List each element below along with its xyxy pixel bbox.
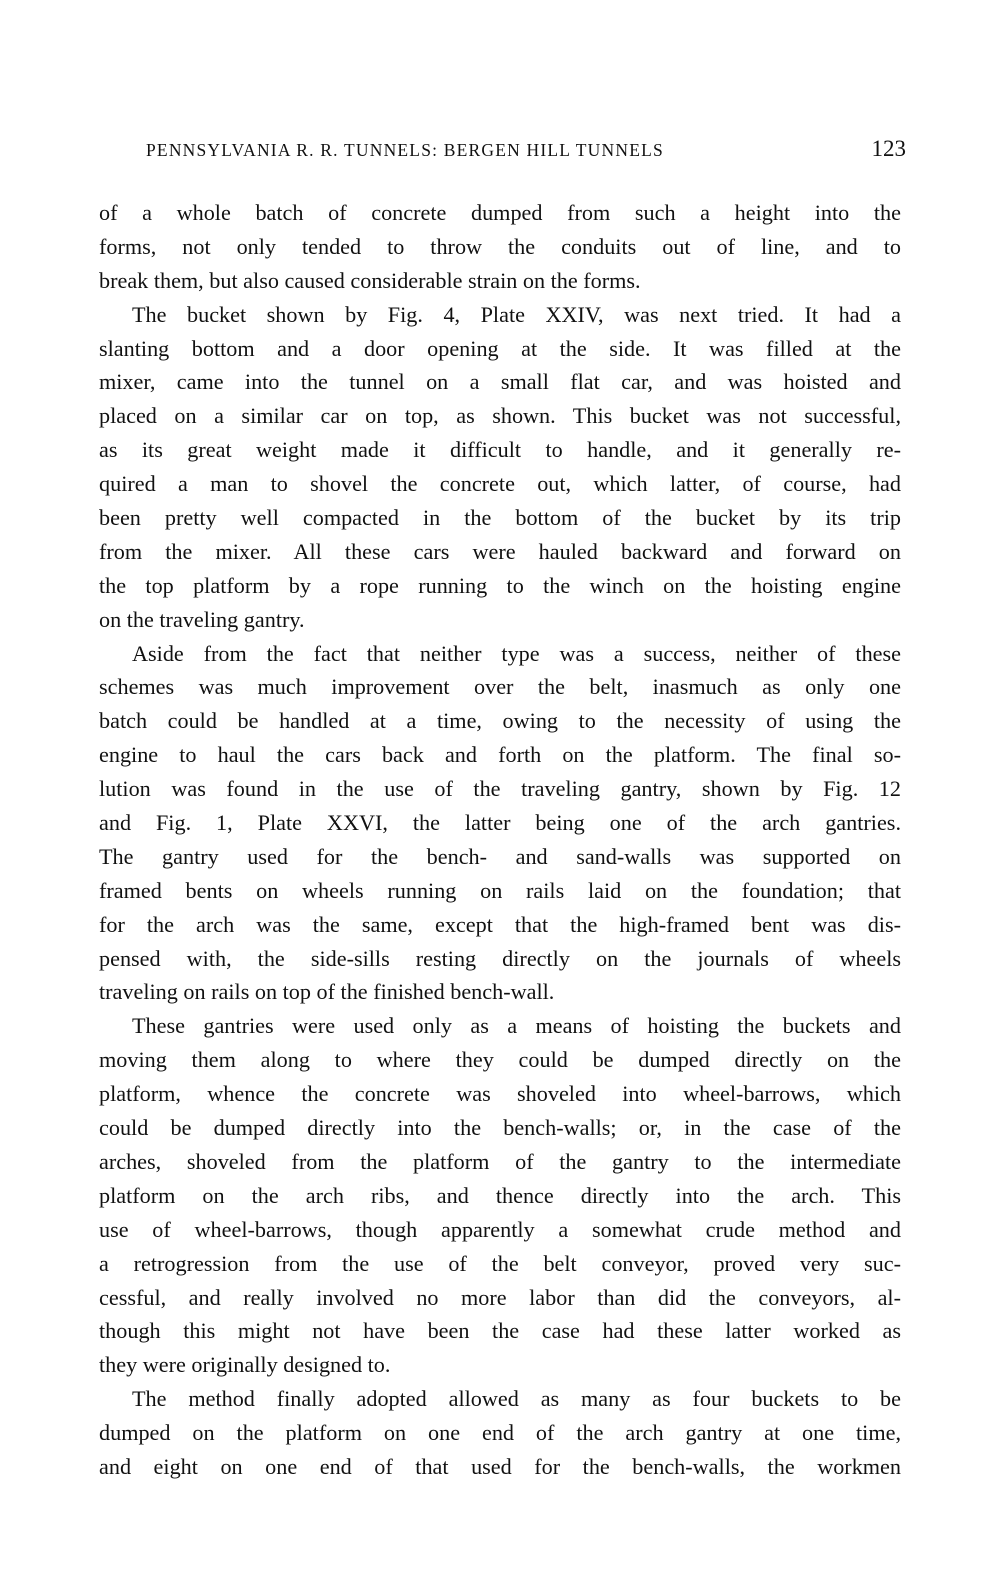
- text-line: quired a man to shovel the concrete out, which latter, of course, had: [99, 471, 901, 497]
- text-line: break them, but also caused considerable strain on the forms.: [99, 267, 641, 293]
- text-line: platform, whence the concrete was shoveled into wheel-barrows, which: [99, 1081, 901, 1107]
- text-line: moving them along to where they could be dumped directly on the: [99, 1047, 901, 1073]
- text-line: cessful, and really involved no more labor than did the conveyors, al-: [99, 1284, 901, 1310]
- text-line: they were originally designed to.: [99, 1352, 391, 1378]
- text-line: mixer, came into the tunnel on a small flat car, and was hoisted and: [99, 369, 901, 395]
- text-line: framed bents on wheels running on rails laid on the foundation; that: [99, 877, 901, 903]
- text-line: dumped on the platform on one end of the arch gantry at one time,: [99, 1420, 901, 1446]
- text-line: for the arch was the same, except that the high-framed bent was dis-: [99, 911, 901, 937]
- text-line: The gantry used for the bench- and sand-walls was supported on: [99, 843, 901, 869]
- running-head-title: PENNSYLVANIA R. R. TUNNELS: BERGEN HILL TUNNELS: [146, 140, 664, 160]
- body-text: [99, 196, 901, 1484]
- page-number: 123: [871, 136, 906, 161]
- text-line: traveling on rails on top of the finished bench-wall.: [99, 979, 555, 1005]
- text-line: could be dumped directly into the bench-walls; or, in the case of the: [99, 1115, 901, 1141]
- text-line: placed on a similar car on top, as shown. This bucket was not successful,: [99, 403, 901, 429]
- text-line: forms, not only tended to throw the conduits out of line, and to: [99, 233, 901, 259]
- text-line: engine to haul the cars back and forth on the platform. The final so-: [99, 742, 901, 768]
- text-line: These gantries were used only as a means of hoisting the buckets and: [132, 1013, 901, 1039]
- text-line: slanting bottom and a door opening at the side. It was filled at the: [99, 335, 901, 361]
- text-line: use of wheel-barrows, though apparently a somewhat crude method and: [99, 1216, 901, 1242]
- text-line: a retrogression from the use of the belt conveyor, proved very suc-: [99, 1250, 901, 1276]
- running-head: [146, 136, 906, 166]
- text-line: platform on the arch ribs, and thence directly into the arch. This: [99, 1182, 901, 1208]
- text-line: schemes was much improvement over the belt, inasmuch as only one: [99, 674, 901, 700]
- text-line: of a whole batch of concrete dumped from such a height into the: [99, 200, 901, 225]
- text-line: been pretty well compacted in the bottom of the bucket by its trip: [99, 505, 901, 531]
- text-line: on the traveling gantry.: [99, 606, 305, 632]
- text-line: The bucket shown by Fig. 4, Plate XXIV, was next tried. It had a: [132, 301, 901, 327]
- text-line: and eight on one end of that used for the bench-walls, the workmen: [99, 1453, 901, 1479]
- text-line: as its great weight made it difficult to handle, and it generally re-: [99, 437, 901, 463]
- text-line: The method finally adopted allowed as many as four buckets to be: [132, 1386, 901, 1412]
- text-line: pensed with, the side-sills resting directly on the journals of wheels: [99, 945, 901, 971]
- text-line: arches, shoveled from the platform of the gantry to the intermediate: [99, 1148, 901, 1174]
- text-line: lution was found in the use of the traveling gantry, shown by Fig. 12: [99, 776, 901, 802]
- text-line: though this might not have been the case had these latter worked as: [99, 1318, 901, 1344]
- text-line: the top platform by a rope running to the winch on the hoisting engine: [99, 572, 901, 598]
- text-line: batch could be handled at a time, owing to the necessity of using the: [99, 708, 901, 734]
- text-line: and Fig. 1, Plate XXVI, the latter being one of the arch gantries.: [99, 810, 901, 836]
- text-line: from the mixer. All these cars were hauled backward and forward on: [99, 538, 901, 564]
- text-line: Aside from the fact that neither type was a success, neither of these: [132, 640, 901, 666]
